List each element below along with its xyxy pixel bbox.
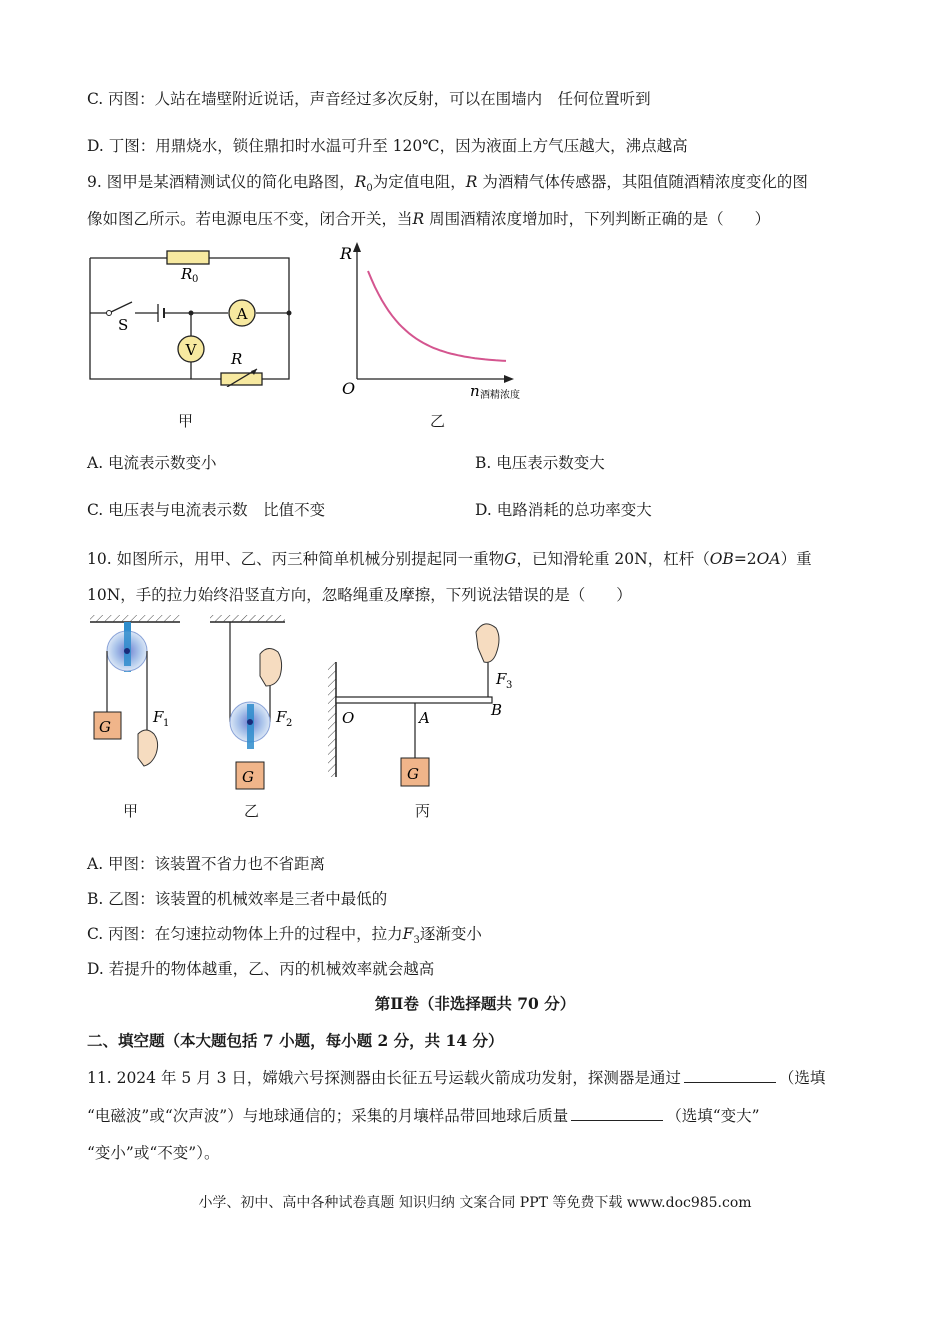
q10-stem-line-2: 10N，手的拉力始终沿竖直方向，忽略绳重及摩擦，下列说法错误的是（ ） — [87, 586, 632, 604]
q10-machines-figure — [80, 612, 540, 802]
q9-option-c: C. 电压表与电流表示数 比值不变 — [87, 501, 326, 519]
sensor-label: R — [231, 350, 243, 368]
q9-resistance-graph — [330, 236, 540, 406]
q8-option-c: C. 丙图：人站在墙壁附近说话，声音经过多次反射，可以在围墙内 任何位置听到 — [87, 90, 651, 108]
part2-title: 第Ⅱ卷（非选择题共 70 分） — [374, 994, 576, 1013]
f2-label: F — [276, 708, 287, 726]
jia-weight-label: G — [99, 718, 111, 736]
f1-label: F — [153, 708, 164, 726]
q9-stem-line-2: 像如图乙所示。若电源电压不变，闭合开关，当R 周围酒精浓度增加时，下列判断正确的是（ ） — [87, 210, 771, 228]
switch-label: S — [118, 316, 129, 334]
q9-option-d: D. 电路消耗的总功率变大 — [475, 501, 652, 519]
q10-option-a: A. 甲图：该装置不省力也不省距离 — [87, 855, 326, 873]
q10-caption-bing: 丙 — [415, 802, 431, 820]
q11-blank-1[interactable] — [684, 1068, 776, 1083]
q10-option-c: C. 丙图：在匀速拉动物体上升的过程中，拉力$F_3$逐渐变小 — [87, 925, 482, 947]
graph-x-subscript: 酒精浓度 — [480, 390, 520, 401]
q11-line-1: 11. 2024 年 5 月 3 日，嫦娥六号探测器由长征五号运载火箭成功发射，探测器是通过 （选填 — [87, 1069, 826, 1087]
lever-b-label: B — [491, 701, 503, 719]
graph-origin: O — [342, 379, 356, 398]
q9-option-a: A. 电流表示数变小 — [87, 454, 217, 472]
ammeter-label: A — [236, 305, 248, 323]
bing-weight-label: G — [407, 765, 419, 783]
voltmeter-label: V — [185, 341, 197, 359]
resistance-curve — [368, 271, 506, 361]
q8-option-d: D. 丁图：用鼎烧水，锁住鼎扣时水温可升至 120℃，因为液面上方气压越大，沸点越高 — [87, 137, 688, 155]
q9-caption-yi: 乙 — [430, 412, 446, 430]
graph-y-label: R — [340, 244, 353, 263]
q10-stem-line-1: 10. 如图所示，用甲、乙、丙三种简单机械分别提起同一重物G，已知滑轮重 20N，杠杆（OB=2OA）重 — [87, 550, 812, 568]
yi-weight-label: G — [242, 768, 254, 786]
q10-caption-jia: 甲 — [123, 802, 139, 820]
q11-line-2: “电磁波”或“次声波”）与地球通信的；采集的月壤样品带回地球后质量 （选填“变大” — [87, 1107, 760, 1125]
lever — [328, 624, 499, 786]
f1-subscript: 1 — [163, 718, 170, 729]
q9-stem-line-1: 9. 图甲是某酒精测试仪的简化电路图，$R_0$为定值电阻，R 为酒精气体传感器，其阻值随酒精浓度变化的图 — [87, 173, 808, 195]
lever-o-label: O — [342, 709, 355, 727]
q11-line-3: “变小”或“不变”）。 — [87, 1144, 220, 1162]
section-heading: 二、填空题（本大题包括 7 小题，每小题 2 分，共 14 分） — [87, 1031, 504, 1050]
fixed-pulley — [90, 615, 180, 766]
page-footer: 小学、初中、高中各种试卷真题 知识归纳 文案合同 PPT 等免费下载 www.doc985.com — [198, 1195, 752, 1211]
lever-a-label: A — [419, 709, 430, 727]
movable-pulley — [210, 615, 285, 789]
r0-subscript: 0 — [192, 274, 199, 285]
q11-blank-2[interactable] — [571, 1106, 663, 1121]
f3-label: F — [496, 670, 507, 688]
f2-subscript: 2 — [286, 718, 293, 729]
q9-option-b: B. 电压表示数变大 — [475, 454, 605, 472]
q10-caption-yi: 乙 — [244, 802, 260, 820]
f3-subscript: 3 — [506, 680, 513, 691]
q10-option-d: D. 若提升的物体越重，乙、丙的机械效率就会越高 — [87, 960, 435, 978]
q9-caption-jia: 甲 — [178, 412, 194, 430]
graph-x-label: n — [470, 382, 480, 400]
r0-label: R — [181, 265, 193, 283]
q9-circuit-diagram — [80, 242, 300, 387]
q10-option-b: B. 乙图：该装置的机械效率是三者中最低的 — [87, 890, 388, 908]
